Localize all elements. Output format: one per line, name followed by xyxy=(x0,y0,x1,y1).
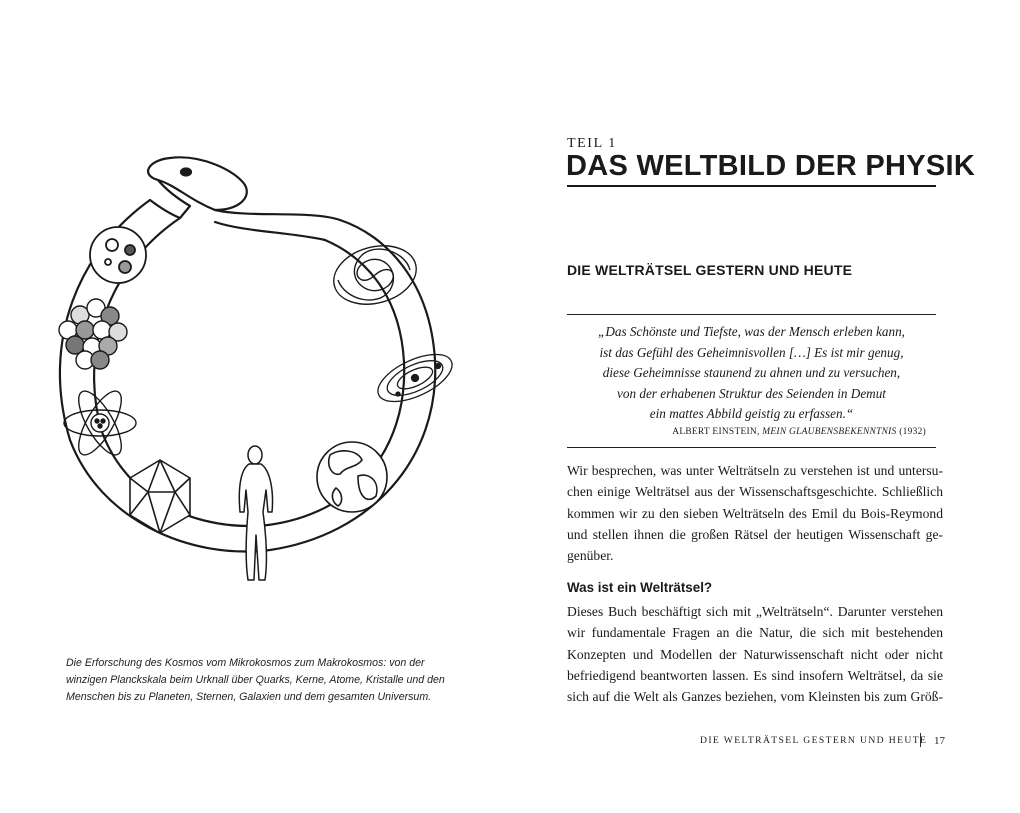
body-paragraph xyxy=(567,601,943,707)
paragraph-line: Wir besprechen, was unter Welträtseln zu verstehen ist und untersu- xyxy=(567,463,943,478)
solar-system-icon xyxy=(371,345,459,411)
planck-scale-icon xyxy=(90,227,146,283)
page-number: 17 xyxy=(934,735,945,747)
running-footer: DIE WELTRÄTSEL GESTERN UND HEUTE xyxy=(700,735,928,746)
part-title: DAS WELTBILD DER PHYSIK xyxy=(566,150,976,182)
human-figure-icon xyxy=(239,446,272,580)
quote-line: von der erhabenen Struktur des Seienden in Demut xyxy=(617,385,886,401)
quote-line: „Das Schönste und Tiefste, was der Mensch erleben kann, xyxy=(598,324,905,339)
snake-tail xyxy=(215,210,340,240)
paragraph-line: wir fundamentale Fragen an die Natur, die sich mit bestehenden xyxy=(567,625,943,641)
quote-line: diese Geheimnisse staunend zu ahnen und zu versuchen, xyxy=(602,365,901,380)
paragraph-line: sich auf die Welt als Ganzes beziehen, vom Kleinsten bis zum Größ- xyxy=(567,689,943,705)
right-page xyxy=(510,0,1020,813)
paragraph-line: kommen wir zu den sieben Welträtseln des Emil du Bois-Reymond xyxy=(567,505,943,521)
ouroboros-illustration xyxy=(40,140,480,600)
caption-line: Die Erforschung des Kosmos vom Mikrokosmos zum Makrokosmos: von der xyxy=(66,657,425,669)
earth-icon xyxy=(317,442,387,512)
quote-line: ein mattes Abbild geistig zu erfassen.“ xyxy=(649,406,854,421)
caption-line: winzigen Planckskala beim Urknall über Quarks, Kerne, Atome, Kristalle und den xyxy=(66,674,445,686)
quote-line: ist das Gefühl des Geheimnisvollen […] Es ist mir genug, xyxy=(599,344,904,360)
snake-head-icon xyxy=(148,157,247,210)
attribution-year: (1932) xyxy=(899,427,926,437)
paragraph-line: chen einige Welträtsel aus der Wissenschaftsgeschichte. Schließlich xyxy=(567,484,943,500)
epigraph-quote xyxy=(567,322,936,425)
attribution-work: MEIN GLAUBENSBEKENNTNIS xyxy=(762,427,897,437)
title-rule xyxy=(567,185,936,187)
intro-paragraph xyxy=(567,460,943,566)
part-label: TEIL 1 xyxy=(567,136,617,151)
paragraph-line: Konzepten und Modellen der Naturwissenschaft nicht oder nicht xyxy=(567,646,943,662)
attribution-author: ALBERT EINSTEIN, xyxy=(672,427,760,437)
paragraph-line: Dieses Buch beschäftigt sich mit „Welträtseln“. Darunter verstehen xyxy=(567,604,943,619)
paragraph-line: genüber. xyxy=(567,548,614,564)
paragraph-line: und stellen ihnen die großen Rätsel der heutigen Wissenschaft ge- xyxy=(567,526,943,542)
figure-caption xyxy=(66,655,446,706)
quote-rule-top xyxy=(567,314,936,315)
caption-line: Menschen bis zu Planeten, Sternen, Galaxien und dem gesamten Universum. xyxy=(66,691,432,703)
section-title: DIE WELTRÄTSEL GESTERN UND HEUTE xyxy=(567,262,853,278)
footer-separator xyxy=(920,733,921,747)
subheading: Was ist ein Welträtsel? xyxy=(567,580,713,595)
paragraph-line: befriedigend beantworten lassen. Es sind insofern Welträtsel, da sie xyxy=(567,667,943,683)
quote-rule-bottom xyxy=(567,447,936,448)
quote-attribution xyxy=(672,427,926,437)
